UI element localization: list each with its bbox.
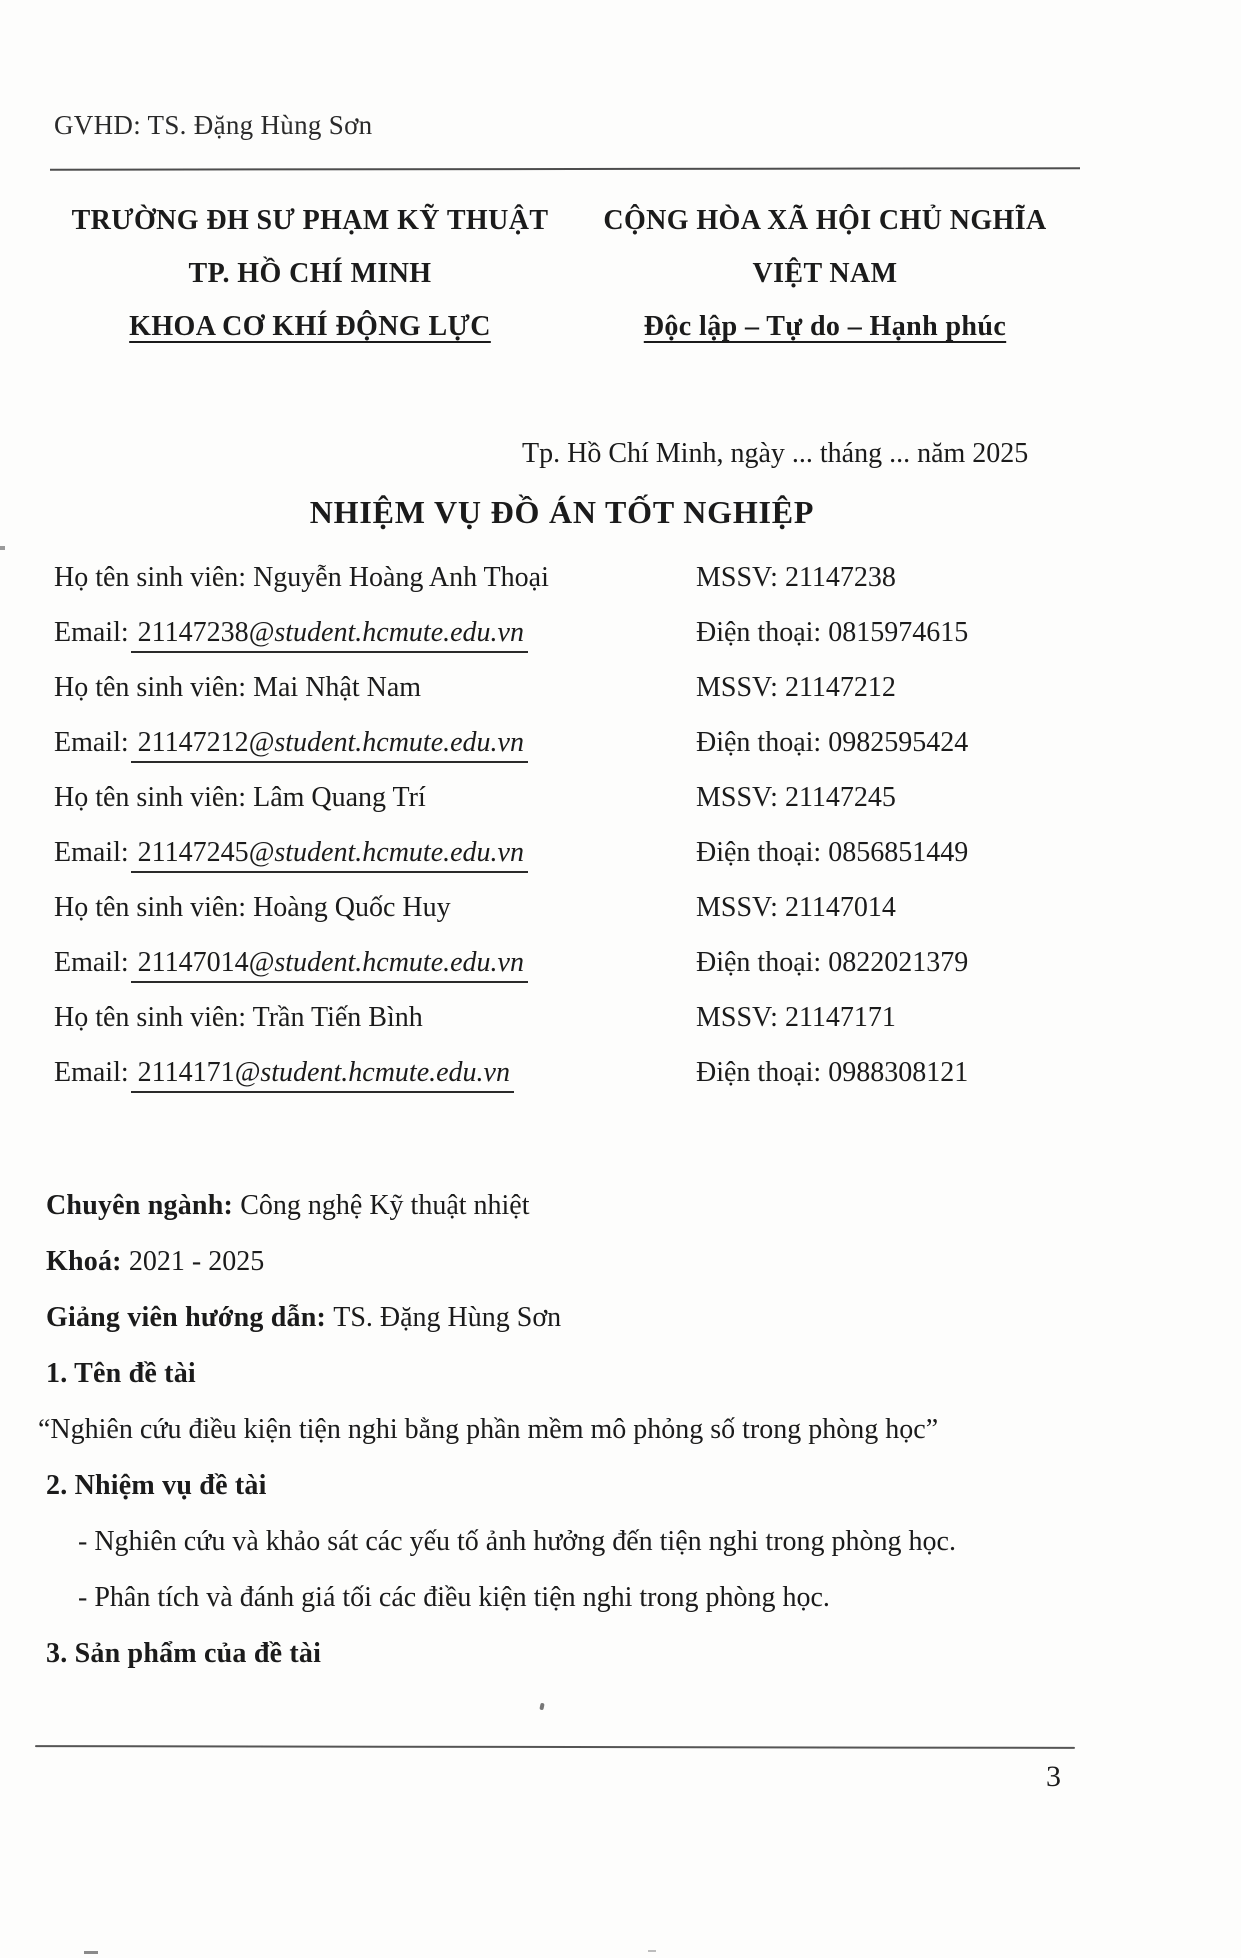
date-place-line: Tp. Hồ Chí Minh, ngày ... tháng ... năm 2025	[522, 438, 1029, 469]
email-address	[131, 1056, 514, 1093]
student-phone-line: Điện thoại: 0856851449	[696, 837, 969, 868]
student-phone-line: Điện thoại: 0982595424	[696, 727, 969, 758]
republic-line1: CỘNG HÒA XÃ HỘI CHỦ NGHĨA	[603, 205, 1047, 236]
task-item: - Phân tích và đánh giá tối các điều kiện tiện nghi trong phòng học.	[78, 1582, 830, 1613]
scan-artifact	[539, 1703, 544, 1711]
student-mssv-line: MSSV: 21147171	[696, 1002, 896, 1033]
header-divider-line	[50, 167, 1080, 170]
email-domain: @student.hcmute.edu.vn	[248, 947, 524, 978]
student-name-line: Họ tên sinh viên: Hoàng Quốc Huy	[54, 892, 451, 923]
email-user: 21147014	[137, 947, 249, 978]
student-name-line: Họ tên sinh viên: Lâm Quang Trí	[54, 782, 426, 813]
page-number: 3	[1046, 1760, 1061, 1793]
advisor-value: TS. Đặng Hùng Sơn	[333, 1302, 562, 1333]
national-motto-block	[580, 194, 1070, 353]
email-label: Email:	[54, 617, 129, 648]
university-header-block	[50, 194, 570, 353]
section-1-heading: 1. Tên đề tài	[46, 1358, 196, 1389]
major-label: Chuyên ngành:	[46, 1190, 241, 1221]
email-label: Email:	[54, 837, 129, 868]
scan-artifact	[84, 1951, 98, 1954]
student-email-line	[54, 943, 654, 998]
student-list-left-column	[54, 558, 654, 1108]
email-domain: @student.hcmute.edu.vn	[234, 1057, 510, 1088]
student-email-line	[54, 613, 654, 668]
email-user: 21147245	[137, 837, 249, 868]
email-user: 21147212	[137, 727, 249, 758]
scan-artifact	[648, 1950, 656, 1952]
student-name-line: Họ tên sinh viên: Nguyễn Hoàng Anh Thoại	[54, 562, 549, 593]
section-2-heading: 2. Nhiệm vụ đề tài	[46, 1470, 267, 1501]
student-mssv-line: MSSV: 21147212	[696, 672, 896, 703]
footer-divider-line	[35, 1745, 1075, 1749]
email-address	[131, 726, 528, 763]
scan-artifact	[0, 546, 5, 550]
student-mssv-line: MSSV: 21147014	[696, 892, 896, 923]
email-domain: @student.hcmute.edu.vn	[248, 727, 524, 758]
faculty-name: KHOA CƠ KHÍ ĐỘNG LỰC	[129, 311, 491, 342]
student-list-right-column	[696, 558, 1116, 1108]
republic-line2: VIỆT NAM	[752, 258, 898, 289]
thesis-title-quote: “Nghiên cứu điều kiện tiện nghi bằng phần mềm mô phỏng số trong phòng học”	[38, 1414, 939, 1445]
university-name-line2: TP. HỒ CHÍ MINH	[188, 258, 432, 289]
student-name-line: Họ tên sinh viên: Trần Tiến Bình	[54, 1002, 423, 1033]
email-label: Email:	[54, 1057, 129, 1088]
motto-line: Độc lập – Tự do – Hạnh phúc	[643, 311, 1007, 342]
student-email-line	[54, 723, 654, 778]
email-user: 21147238	[137, 617, 249, 648]
student-email-line	[54, 1053, 654, 1108]
email-label: Email:	[54, 727, 129, 758]
student-email-line	[54, 833, 654, 888]
thesis-info-section	[38, 1186, 1106, 1690]
email-address	[131, 836, 528, 873]
running-header-gvhd: GVHD: TS. Đặng Hùng Sơn	[54, 110, 373, 140]
major-value: Công nghệ Kỹ thuật nhiệt	[240, 1190, 530, 1221]
student-phone-line: Điện thoại: 0822021379	[696, 947, 969, 978]
email-domain: @student.hcmute.edu.vn	[248, 837, 524, 868]
student-mssv-line: MSSV: 21147245	[696, 782, 896, 813]
email-domain: @student.hcmute.edu.vn	[248, 617, 524, 648]
email-user: 2114171	[137, 1057, 235, 1088]
major-line	[46, 1186, 1106, 1242]
student-mssv-line: MSSV: 21147238	[696, 562, 896, 593]
cohort-value: 2021 - 2025	[128, 1246, 265, 1277]
section-3-heading: 3. Sản phẩm của đề tài	[46, 1638, 322, 1669]
advisor-label: Giảng viên hướng dẫn:	[46, 1302, 334, 1333]
student-phone-line: Điện thoại: 0815974615	[696, 617, 969, 648]
task-item: - Nghiên cứu và khảo sát các yếu tố ảnh hưởng đến tiện nghi trong phòng học.	[78, 1526, 956, 1557]
document-title: NHIỆM VỤ ĐỒ ÁN TỐT NGHIỆP	[309, 494, 815, 530]
student-phone-line: Điện thoại: 0988308121	[696, 1057, 969, 1088]
advisor-line	[46, 1298, 1106, 1354]
email-address	[131, 946, 528, 983]
student-name-line: Họ tên sinh viên: Mai Nhật Nam	[54, 672, 422, 703]
cohort-line	[46, 1242, 1106, 1298]
email-label: Email:	[54, 947, 129, 978]
email-address	[131, 616, 528, 653]
cohort-label: Khoá:	[46, 1246, 129, 1277]
university-name-line1: TRƯỜNG ĐH SƯ PHẠM KỸ THUẬT	[71, 205, 549, 236]
